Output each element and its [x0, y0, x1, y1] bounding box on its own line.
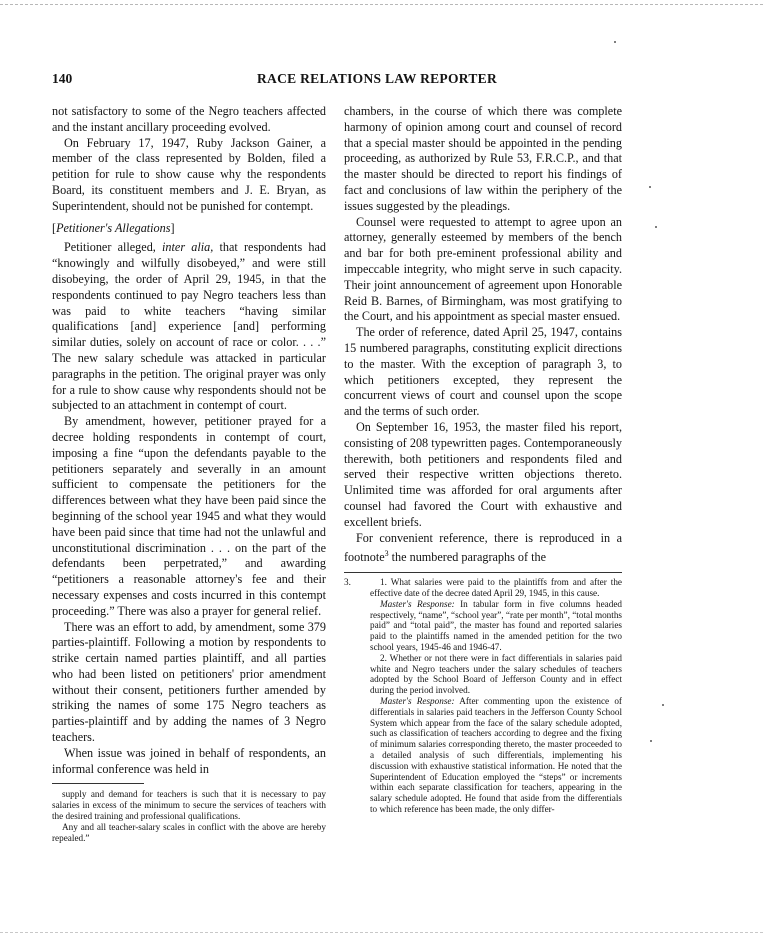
footnote-3-response-2 — [370, 696, 622, 815]
right-paragraph-5-start: For convenient reference, there is reproduced in a footnote — [344, 530, 622, 565]
running-title: RACE RELATIONS LAW REPORTER — [256, 71, 498, 86]
section-subheading — [52, 221, 326, 237]
subheading-text: Petitioner's Allegations — [56, 220, 171, 235]
left-paragraph-4: By amendment, however, petitioner prayed for a decree holding respondents in contempt of court, imposing a fine “upon the defendants payable to the petitioners separately and severally in an amount sufficient to compensate the petitioners for the differences between what they have been paid since the beginning of the school year 1945 and what they would have been paid since that time had not the unlawful and unconstitutional discrimination . . . on the part of the defendants been perpetrated,” and awarding “petitioners a reasonable attorney's fee and their necessary expenses and costs incurred in this contempt proceeding.” There was also a prayer for general relief. — [52, 414, 326, 618]
page-header — [52, 71, 702, 89]
right-column — [344, 104, 622, 815]
subheading-open-bracket: [ — [52, 220, 57, 235]
footnote-3-body — [370, 577, 622, 815]
bottom-scan-rule — [0, 932, 763, 933]
footnote-3-mark: 3. — [344, 577, 351, 588]
footnote-3 — [344, 572, 622, 815]
right-paragraph-5-rest: the numbered paragraphs of the — [388, 550, 546, 565]
left-paragraph-1: not satisfactory to some of the Negro teachers affected and the instant ancillary proceeding evolved. — [52, 104, 326, 134]
left-paragraph-6: When issue was joined in behalf of respondents, an informal conference was held in — [52, 745, 326, 776]
scan-speck — [614, 41, 616, 43]
left-paragraph-3 — [52, 240, 326, 414]
left-paragraph-3-rest: that respondents had “knowingly and wilfully disobeyed,” and were still disobeying, the order of April 29, 1945, in that the respondents continued to pay Negro teachers less than was paid to white teachers “having similar qualifications [and] experience [and] performing similar duties, solely on account of race or color. . . .” The new salary schedule was attacked in particular paragraphs in the petition. The original prayer was only for a rule to show cause why respondents should not be subjected to an attachment in contempt of court. — [52, 240, 326, 413]
left-column — [52, 104, 326, 843]
scan-speck — [650, 740, 652, 742]
right-paragraph-1: chambers, in the course of which there was complete harmony of opinion among court and counsel of record that a special master should be appointed in the pending proceeding, as authorized by Rule 53, F.R.C.P., and that the master should be directed to report his findings of fact and conclusions of law within the periphery of the issues suggested by the pleadings. — [344, 104, 622, 213]
masters-response-label-2: Master's Response: — [380, 695, 455, 706]
right-paragraph-2: Counsel were requested to attempt to agree upon an attorney, generally esteemed by members of the bench and bar for both pre-eminent professional ability and impeccable integrity, who might serve in such capacity. Their joint announcement of agreement upon Honorable Reid B. Barnes, of Birmingham, was most gratifying to the Court, and his appointment as special master ensued. — [344, 214, 622, 324]
left-footnote-2: Any and all teacher-salary scales in conflict with the above are hereby repealed.” — [52, 821, 326, 843]
footnote-3-item-1: 1. What salaries were paid to the plaintiffs from and after the effective date of the decree dated April 29, 1945, in this cause. — [370, 577, 622, 598]
right-paragraph-4: On September 16, 1953, the master filed his report, consisting of 208 typewritten pages. Contemporaneously therewith, both petitioners and respondents filed and served their respective written objections thereto. Unlimited time was afforded for oral arguments after counsel had favored the Court with exhaustive and excellent briefs. — [344, 419, 622, 529]
left-paragraph-5: There was an effort to add, by amendment, some 379 parties-plaintiff. Following a motion by respondents to strike certain named parties plaintiff, and all parties who had been listed on petitioners' prior amendment without their consent, petitioners further amended by striking the names of some 175 Negro teachers as parties-plaintiff and by adding the names of 3 Negro teachers. — [52, 619, 326, 745]
subheading-close-bracket: ] — [170, 220, 175, 235]
masters-response-text-2: After commenting upon the existence of differentials in salaries paid teachers in the Jefferson County School System which appear from the face of the salary schedule adopted, such as classification of teachers according to degree and the fixing of minimum salaries corresponding thereto, the master proceeded to a detailed analysis of such differentials, implementing his discussion with exhaustive statistical information. He noted that the Superintendent of Education employed the “steps” or increments within each separate classification for teachers, appearing in the salary schedule adopted. He found that aside from the differentials to which reference has been made, the only differ- — [370, 695, 622, 814]
masters-response-label-1: Master's Response: — [380, 598, 455, 609]
left-paragraph-2: On February 17, 1947, Ruby Jackson Gainer, a member of the class represented by Bolden, filed a petition for rule to show cause why the respondents Board, its constituent members and J. E. Bryan, as Superintendent, should not be punished for contempt. — [52, 135, 326, 213]
top-scan-rule — [0, 4, 763, 5]
right-paragraph-3: The order of reference, dated April 25, 1947, contains 15 numbered paragraphs, constituting explicit directions to the master. With the exception of paragraph 3, to which petitioners excepted, they represent the concurrent views of court and counsel upon the scope and the terms of such order. — [344, 325, 622, 419]
footnote-reference: 3 — [384, 549, 389, 559]
page-number: 140 — [52, 71, 73, 86]
footnote-3-item-2: 2. Whether or not there were in fact differentials in salaries paid white and Negro teachers under the salary schedules of teachers adopted by the School Board of Jefferson County and in effect during the period involved. — [370, 652, 622, 696]
left-footnote-1: supply and demand for teachers is such that it is necessary to pay salaries in excess of the minimum to secure the services of teachers with the desired training and professional qualifications. — [52, 789, 326, 822]
scan-speck — [662, 704, 664, 706]
scan-speck — [649, 186, 651, 188]
scan-speck — [655, 226, 657, 228]
right-paragraph-5 — [344, 531, 622, 567]
left-paragraph-3-start: Petitioner alleged, — [64, 240, 163, 255]
footnote-3-response-1 — [370, 599, 622, 653]
masters-response-text-1: In tabular form in five columns headed respectively, “name”, “school year”, “rate per month”, “total months paid” and “total paid”, the master has found and reported salaries paid to the plaintiffs named in the amended petition for the two school years, 1945-46 and 1946-47. — [370, 598, 622, 652]
footnote-divider — [52, 783, 144, 784]
left-paragraph-3-latin: inter alia, — [162, 240, 214, 255]
